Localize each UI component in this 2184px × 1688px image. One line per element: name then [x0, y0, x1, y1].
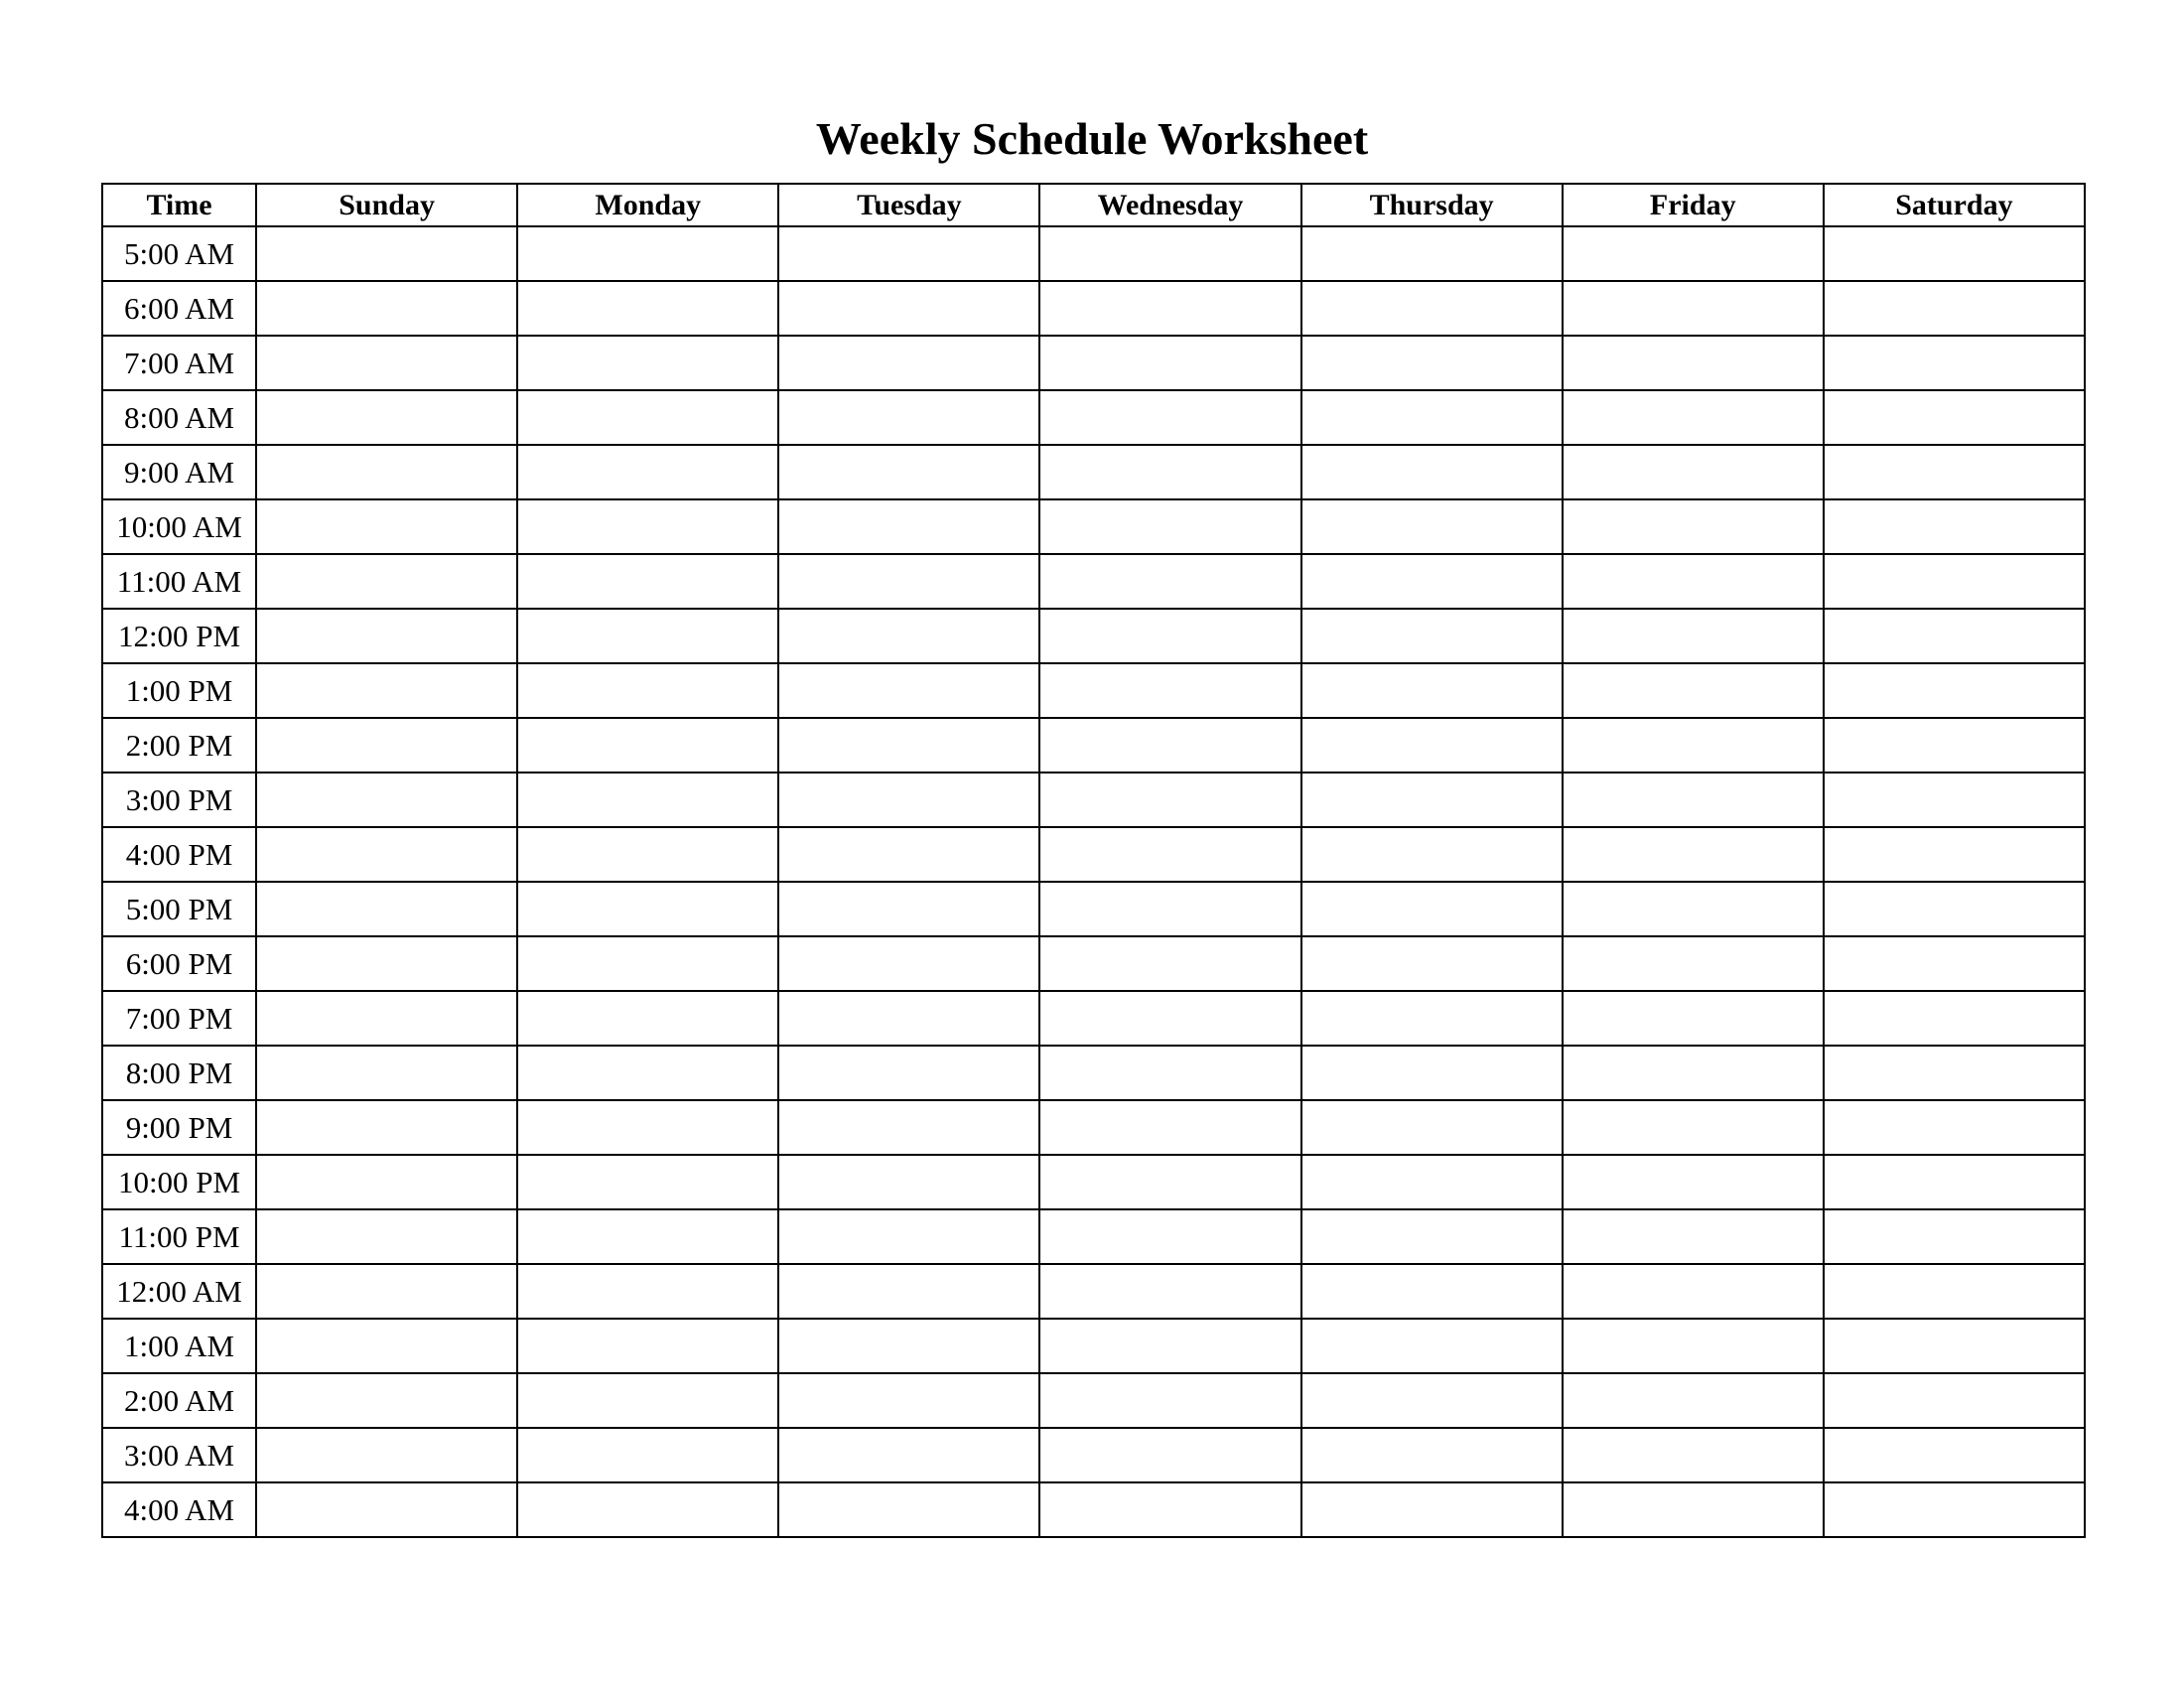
time-cell: 2:00 AM	[102, 1373, 256, 1428]
table-row	[102, 554, 2085, 609]
schedule-cell-friday[interactable]	[1563, 1373, 1824, 1428]
schedule-cell-monday[interactable]	[517, 499, 778, 554]
schedule-cell-tuesday[interactable]	[778, 1482, 1039, 1537]
table-row	[102, 281, 2085, 336]
table-row	[102, 1373, 2085, 1428]
schedule-cell-saturday[interactable]	[1824, 936, 2085, 991]
schedule-cell-saturday[interactable]	[1824, 1373, 2085, 1428]
schedule-table	[101, 183, 2086, 1538]
schedule-cell-friday[interactable]	[1563, 1209, 1824, 1264]
schedule-cell-friday[interactable]	[1563, 1100, 1824, 1155]
time-cell: 6:00 AM	[102, 281, 256, 336]
table-row	[102, 609, 2085, 663]
schedule-cell-saturday[interactable]	[1824, 827, 2085, 882]
schedule-cell-wednesday[interactable]	[1039, 336, 1300, 390]
schedule-cell-thursday[interactable]	[1301, 1482, 1563, 1537]
schedule-cell-thursday[interactable]	[1301, 609, 1563, 663]
schedule-cell-sunday[interactable]	[256, 1046, 517, 1100]
schedule-cell-sunday[interactable]	[256, 718, 517, 773]
schedule-cell-saturday[interactable]	[1824, 499, 2085, 554]
schedule-cell-thursday[interactable]	[1301, 827, 1563, 882]
table-row	[102, 1155, 2085, 1209]
schedule-cell-monday[interactable]	[517, 882, 778, 936]
schedule-cell-friday[interactable]	[1563, 718, 1824, 773]
schedule-cell-friday[interactable]	[1563, 1428, 1824, 1482]
table-row	[102, 1046, 2085, 1100]
schedule-cell-thursday[interactable]	[1301, 936, 1563, 991]
schedule-cell-friday[interactable]	[1563, 663, 1824, 718]
table-row	[102, 718, 2085, 773]
schedule-cell-monday[interactable]	[517, 663, 778, 718]
schedule-cell-thursday[interactable]	[1301, 1209, 1563, 1264]
schedule-cell-thursday[interactable]	[1301, 1264, 1563, 1319]
schedule-cell-tuesday[interactable]	[778, 1264, 1039, 1319]
schedule-cell-friday[interactable]	[1563, 281, 1824, 336]
schedule-cell-monday[interactable]	[517, 718, 778, 773]
schedule-cell-friday[interactable]	[1563, 336, 1824, 390]
schedule-cell-thursday[interactable]	[1301, 226, 1563, 281]
schedule-cell-monday[interactable]	[517, 827, 778, 882]
table-row	[102, 336, 2085, 390]
table-row	[102, 1100, 2085, 1155]
schedule-cell-thursday[interactable]	[1301, 1100, 1563, 1155]
column-header-monday: Monday	[517, 184, 778, 226]
schedule-cell-sunday[interactable]	[256, 663, 517, 718]
schedule-cell-thursday[interactable]	[1301, 1046, 1563, 1100]
schedule-cell-sunday[interactable]	[256, 499, 517, 554]
time-cell: 7:00 AM	[102, 336, 256, 390]
schedule-cell-friday[interactable]	[1563, 390, 1824, 445]
schedule-cell-tuesday[interactable]	[778, 663, 1039, 718]
schedule-cell-wednesday[interactable]	[1039, 445, 1300, 499]
schedule-cell-sunday[interactable]	[256, 1428, 517, 1482]
schedule-cell-tuesday[interactable]	[778, 827, 1039, 882]
table-row	[102, 1482, 2085, 1537]
schedule-cell-tuesday[interactable]	[778, 718, 1039, 773]
time-cell: 9:00 AM	[102, 445, 256, 499]
schedule-cell-saturday[interactable]	[1824, 281, 2085, 336]
schedule-cell-tuesday[interactable]	[778, 499, 1039, 554]
table-row	[102, 1209, 2085, 1264]
schedule-cell-friday[interactable]	[1563, 499, 1824, 554]
time-cell: 11:00 PM	[102, 1209, 256, 1264]
time-cell: 12:00 PM	[102, 609, 256, 663]
schedule-cell-monday[interactable]	[517, 609, 778, 663]
schedule-cell-wednesday[interactable]	[1039, 773, 1300, 827]
schedule-cell-sunday[interactable]	[256, 991, 517, 1046]
schedule-cell-wednesday[interactable]	[1039, 936, 1300, 991]
schedule-cell-wednesday[interactable]	[1039, 1428, 1300, 1482]
schedule-cell-wednesday[interactable]	[1039, 1482, 1300, 1537]
schedule-cell-friday[interactable]	[1563, 991, 1824, 1046]
schedule-cell-tuesday[interactable]	[778, 445, 1039, 499]
schedule-cell-monday[interactable]	[517, 554, 778, 609]
time-cell: 5:00 AM	[102, 226, 256, 281]
header-row	[102, 184, 2085, 226]
schedule-cell-tuesday[interactable]	[778, 991, 1039, 1046]
schedule-cell-thursday[interactable]	[1301, 499, 1563, 554]
schedule-cell-monday[interactable]	[517, 1046, 778, 1100]
schedule-cell-wednesday[interactable]	[1039, 1155, 1300, 1209]
schedule-cell-sunday[interactable]	[256, 1209, 517, 1264]
schedule-cell-sunday[interactable]	[256, 882, 517, 936]
time-cell: 1:00 PM	[102, 663, 256, 718]
schedule-cell-monday[interactable]	[517, 773, 778, 827]
page-title: Weekly Schedule Worksheet	[815, 113, 1369, 164]
schedule-cell-tuesday[interactable]	[778, 882, 1039, 936]
column-header-thursday: Thursday	[1301, 184, 1563, 226]
time-cell: 6:00 PM	[102, 936, 256, 991]
schedule-cell-sunday[interactable]	[256, 336, 517, 390]
time-cell: 9:00 PM	[102, 1100, 256, 1155]
schedule-cell-saturday[interactable]	[1824, 718, 2085, 773]
schedule-cell-sunday[interactable]	[256, 554, 517, 609]
schedule-cell-friday[interactable]	[1563, 1155, 1824, 1209]
schedule-cell-tuesday[interactable]	[778, 281, 1039, 336]
schedule-cell-monday[interactable]	[517, 226, 778, 281]
schedule-cell-tuesday[interactable]	[778, 773, 1039, 827]
time-cell: 4:00 AM	[102, 1482, 256, 1537]
schedule-cell-sunday[interactable]	[256, 827, 517, 882]
schedule-cell-sunday[interactable]	[256, 281, 517, 336]
schedule-cell-wednesday[interactable]	[1039, 609, 1300, 663]
schedule-cell-friday[interactable]	[1563, 773, 1824, 827]
schedule-cell-sunday[interactable]	[256, 609, 517, 663]
schedule-cell-wednesday[interactable]	[1039, 1373, 1300, 1428]
schedule-cell-thursday[interactable]	[1301, 390, 1563, 445]
table-row	[102, 390, 2085, 445]
schedule-cell-thursday[interactable]	[1301, 1373, 1563, 1428]
table-row	[102, 499, 2085, 554]
time-cell: 3:00 AM	[102, 1428, 256, 1482]
schedule-cell-sunday[interactable]	[256, 1373, 517, 1428]
schedule-cell-saturday[interactable]	[1824, 1264, 2085, 1319]
schedule-cell-tuesday[interactable]	[778, 1100, 1039, 1155]
table-row	[102, 663, 2085, 718]
schedule-cell-sunday[interactable]	[256, 226, 517, 281]
schedule-cell-tuesday[interactable]	[778, 390, 1039, 445]
schedule-cell-wednesday[interactable]	[1039, 1209, 1300, 1264]
table-row	[102, 882, 2085, 936]
schedule-cell-friday[interactable]	[1563, 609, 1824, 663]
schedule-cell-monday[interactable]	[517, 1155, 778, 1209]
schedule-cell-thursday[interactable]	[1301, 445, 1563, 499]
schedule-cell-wednesday[interactable]	[1039, 554, 1300, 609]
schedule-cell-wednesday[interactable]	[1039, 663, 1300, 718]
schedule-cell-sunday[interactable]	[256, 773, 517, 827]
schedule-cell-saturday[interactable]	[1824, 226, 2085, 281]
schedule-cell-wednesday[interactable]	[1039, 882, 1300, 936]
schedule-cell-sunday[interactable]	[256, 936, 517, 991]
schedule-cell-friday[interactable]	[1563, 1319, 1824, 1373]
time-cell: 12:00 AM	[102, 1264, 256, 1319]
schedule-cell-saturday[interactable]	[1824, 554, 2085, 609]
table-row	[102, 827, 2085, 882]
schedule-cell-monday[interactable]	[517, 1319, 778, 1373]
time-cell: 3:00 PM	[102, 773, 256, 827]
schedule-cell-saturday[interactable]	[1824, 1100, 2085, 1155]
schedule-cell-sunday[interactable]	[256, 1482, 517, 1537]
schedule-cell-wednesday[interactable]	[1039, 827, 1300, 882]
schedule-cell-thursday[interactable]	[1301, 882, 1563, 936]
schedule-cell-wednesday[interactable]	[1039, 1046, 1300, 1100]
schedule-cell-monday[interactable]	[517, 1373, 778, 1428]
schedule-cell-saturday[interactable]	[1824, 390, 2085, 445]
schedule-cell-thursday[interactable]	[1301, 1319, 1563, 1373]
schedule-cell-friday[interactable]	[1563, 554, 1824, 609]
schedule-cell-saturday[interactable]	[1824, 991, 2085, 1046]
table-row	[102, 1264, 2085, 1319]
schedule-cell-saturday[interactable]	[1824, 1482, 2085, 1537]
schedule-cell-friday[interactable]	[1563, 936, 1824, 991]
schedule-cell-saturday[interactable]	[1824, 1155, 2085, 1209]
time-cell: 8:00 AM	[102, 390, 256, 445]
schedule-cell-monday[interactable]	[517, 1264, 778, 1319]
schedule-cell-monday[interactable]	[517, 1209, 778, 1264]
schedule-cell-friday[interactable]	[1563, 226, 1824, 281]
column-header-friday: Friday	[1563, 184, 1824, 226]
schedule-cell-sunday[interactable]	[256, 1264, 517, 1319]
schedule-cell-wednesday[interactable]	[1039, 226, 1300, 281]
column-header-saturday: Saturday	[1824, 184, 2085, 226]
schedule-cell-friday[interactable]	[1563, 1264, 1824, 1319]
schedule-cell-saturday[interactable]	[1824, 1428, 2085, 1482]
schedule-cell-tuesday[interactable]	[778, 336, 1039, 390]
time-cell: 5:00 PM	[102, 882, 256, 936]
schedule-cell-monday[interactable]	[517, 390, 778, 445]
schedule-cell-thursday[interactable]	[1301, 773, 1563, 827]
schedule-cell-thursday[interactable]	[1301, 663, 1563, 718]
column-header-sunday: Sunday	[256, 184, 517, 226]
schedule-cell-monday[interactable]	[517, 445, 778, 499]
schedule-cell-wednesday[interactable]	[1039, 499, 1300, 554]
schedule-cell-wednesday[interactable]	[1039, 1264, 1300, 1319]
schedule-cell-monday[interactable]	[517, 1482, 778, 1537]
time-cell: 1:00 AM	[102, 1319, 256, 1373]
schedule-cell-sunday[interactable]	[256, 1155, 517, 1209]
time-cell: 10:00 PM	[102, 1155, 256, 1209]
schedule-cell-tuesday[interactable]	[778, 226, 1039, 281]
schedule-cell-saturday[interactable]	[1824, 1319, 2085, 1373]
schedule-cell-tuesday[interactable]	[778, 1046, 1039, 1100]
schedule-cell-tuesday[interactable]	[778, 554, 1039, 609]
schedule-cell-tuesday[interactable]	[778, 1319, 1039, 1373]
schedule-cell-friday[interactable]	[1563, 827, 1824, 882]
schedule-cell-friday[interactable]	[1563, 1482, 1824, 1537]
schedule-cell-wednesday[interactable]	[1039, 390, 1300, 445]
schedule-cell-thursday[interactable]	[1301, 336, 1563, 390]
schedule-cell-friday[interactable]	[1563, 1046, 1824, 1100]
table-row	[102, 1428, 2085, 1482]
column-header-wednesday: Wednesday	[1039, 184, 1300, 226]
schedule-cell-friday[interactable]	[1563, 882, 1824, 936]
schedule-cell-tuesday[interactable]	[778, 1155, 1039, 1209]
column-header-time: Time	[102, 184, 256, 226]
schedule-cell-monday[interactable]	[517, 936, 778, 991]
schedule-cell-sunday[interactable]	[256, 445, 517, 499]
schedule-cell-sunday[interactable]	[256, 1319, 517, 1373]
column-header-tuesday: Tuesday	[778, 184, 1039, 226]
schedule-cell-tuesday[interactable]	[778, 936, 1039, 991]
schedule-cell-wednesday[interactable]	[1039, 991, 1300, 1046]
table-row	[102, 445, 2085, 499]
table-row	[102, 1319, 2085, 1373]
schedule-cell-thursday[interactable]	[1301, 554, 1563, 609]
schedule-cell-wednesday[interactable]	[1039, 1100, 1300, 1155]
schedule-cell-saturday[interactable]	[1824, 1209, 2085, 1264]
schedule-cell-saturday[interactable]	[1824, 1046, 2085, 1100]
schedule-cell-wednesday[interactable]	[1039, 281, 1300, 336]
schedule-cell-thursday[interactable]	[1301, 991, 1563, 1046]
schedule-cell-friday[interactable]	[1563, 445, 1824, 499]
schedule-cell-tuesday[interactable]	[778, 1209, 1039, 1264]
time-cell: 8:00 PM	[102, 1046, 256, 1100]
schedule-cell-wednesday[interactable]	[1039, 718, 1300, 773]
schedule-cell-monday[interactable]	[517, 336, 778, 390]
table-row	[102, 773, 2085, 827]
schedule-cell-saturday[interactable]	[1824, 663, 2085, 718]
schedule-cell-tuesday[interactable]	[778, 609, 1039, 663]
schedule-cell-thursday[interactable]	[1301, 718, 1563, 773]
schedule-body	[102, 226, 2085, 1537]
table-row	[102, 226, 2085, 281]
schedule-cell-thursday[interactable]	[1301, 281, 1563, 336]
schedule-cell-monday[interactable]	[517, 1428, 778, 1482]
schedule-cell-saturday[interactable]	[1824, 445, 2085, 499]
schedule-cell-tuesday[interactable]	[778, 1373, 1039, 1428]
schedule-cell-monday[interactable]	[517, 281, 778, 336]
schedule-cell-wednesday[interactable]	[1039, 1319, 1300, 1373]
schedule-cell-saturday[interactable]	[1824, 773, 2085, 827]
time-cell: 10:00 AM	[102, 499, 256, 554]
schedule-cell-tuesday[interactable]	[778, 1428, 1039, 1482]
schedule-cell-thursday[interactable]	[1301, 1428, 1563, 1482]
schedule-cell-sunday[interactable]	[256, 1100, 517, 1155]
time-cell: 4:00 PM	[102, 827, 256, 882]
schedule-cell-saturday[interactable]	[1824, 609, 2085, 663]
time-cell: 7:00 PM	[102, 991, 256, 1046]
schedule-cell-sunday[interactable]	[256, 390, 517, 445]
schedule-cell-thursday[interactable]	[1301, 1155, 1563, 1209]
time-cell: 2:00 PM	[102, 718, 256, 773]
table-row	[102, 936, 2085, 991]
time-cell: 11:00 AM	[102, 554, 256, 609]
table-row	[102, 991, 2085, 1046]
schedule-cell-monday[interactable]	[517, 1100, 778, 1155]
schedule-cell-saturday[interactable]	[1824, 336, 2085, 390]
schedule-cell-monday[interactable]	[517, 991, 778, 1046]
schedule-cell-saturday[interactable]	[1824, 882, 2085, 936]
